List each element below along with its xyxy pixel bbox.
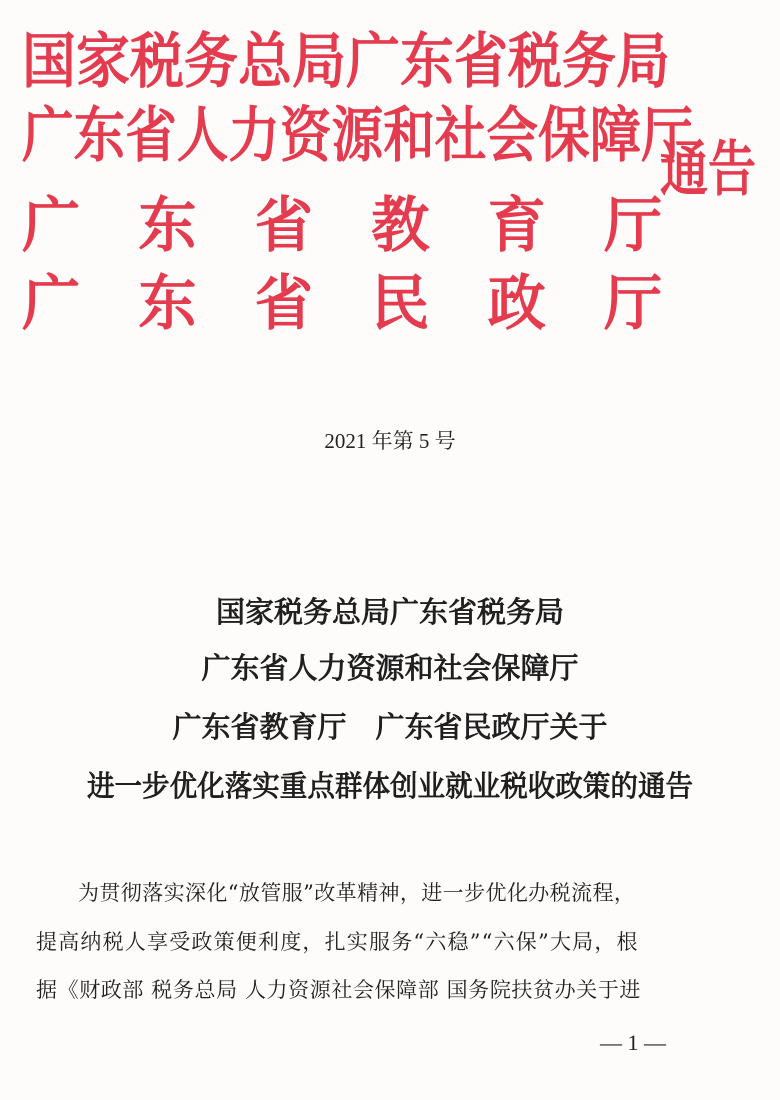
body-paragraph-line-2: 提高纳税人享受政策便利度，扎实服务“六稳”“六保”大局，根	[36, 930, 639, 954]
header-issuer-hr-department: 广东省人力资源和社会保障厅	[22, 101, 693, 171]
body-paragraph-line-1: 为贯彻落实深化“放管服”改革精神，进一步优化办税流程，	[78, 881, 636, 905]
document-number: 2021 年第 5 号	[324, 429, 456, 453]
title-line-2: 广东省人力资源和社会保障厅	[201, 651, 579, 685]
title-line-4-text: 进一步优化落实重点群体创业就业税收政策的通告	[86, 769, 694, 803]
header-issuer-civil-affairs-department: 广东省民政厅	[22, 269, 721, 339]
header-issuer-tax-bureau: 国家税务总局广东省税务局	[22, 27, 670, 97]
page-number: — 1 —	[600, 1030, 666, 1055]
header-issuer-education-department: 广东省教育厅	[22, 191, 721, 261]
header-notice-label: 通告	[660, 135, 756, 205]
title-line-3: 广东省教育厅 广东省民政厅关于	[172, 710, 608, 744]
title-line-1: 国家税务总局广东省税务局	[215, 595, 564, 629]
body-paragraph-line-3: 据《财政部 税务总局 人力资源社会保障部 国务院扶贫办关于进	[36, 978, 642, 1002]
title-line-4	[0, 766, 780, 806]
